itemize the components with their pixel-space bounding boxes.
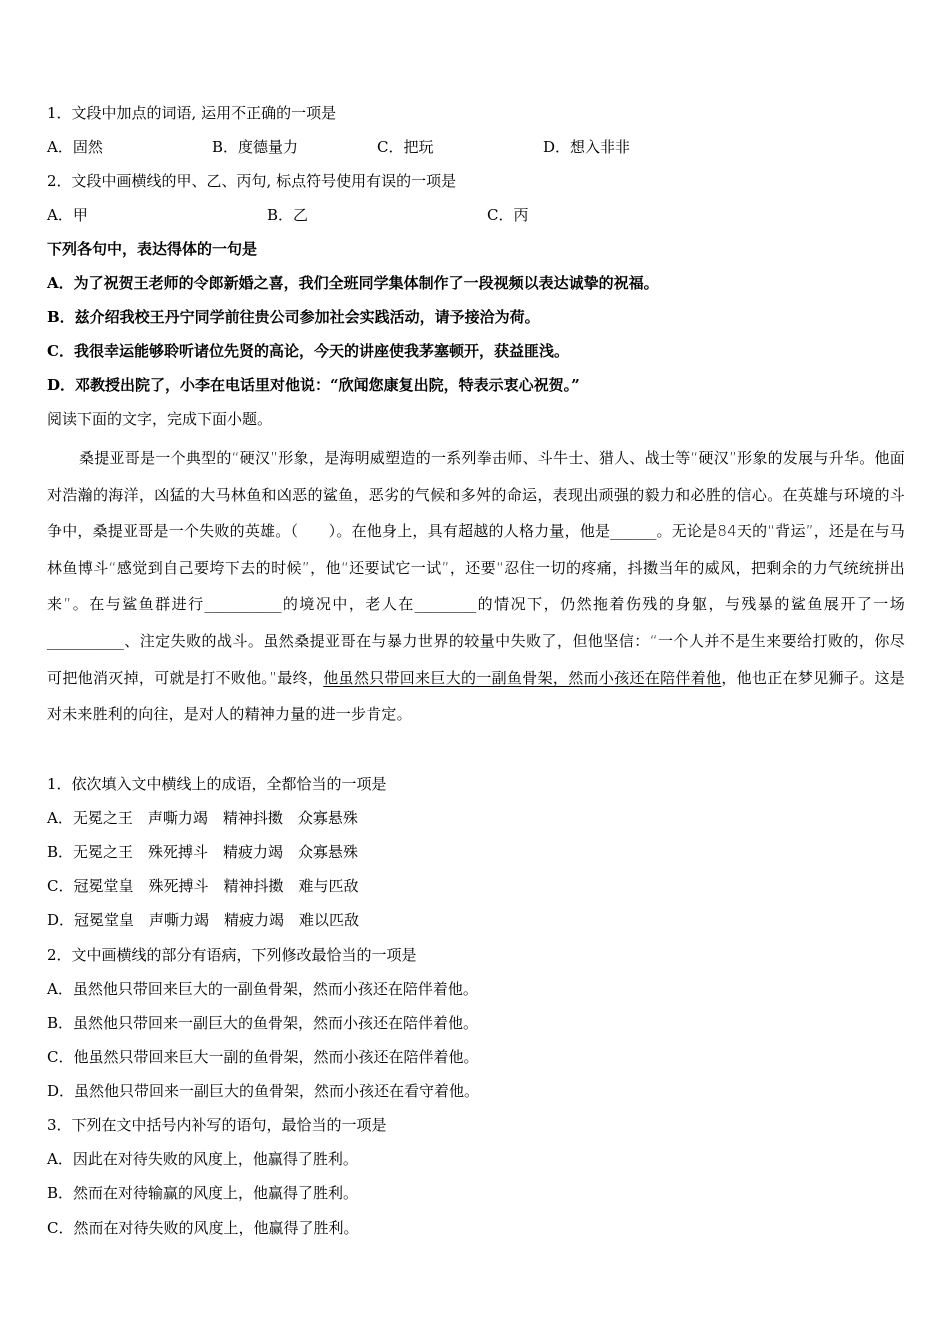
passage-text: ，他也正在梦见狮子。这是对未来胜利的向往，是对人的精神力量的进一步肯定。 (47, 668, 906, 724)
option-a: A．甲 (47, 206, 88, 224)
option-b: B．无冕之王 殊死搏斗 精疲力竭 众寡悬殊 (47, 843, 359, 861)
option-c: C．丙 (487, 206, 529, 224)
option-a: A．因此在对待失败的风度上，他赢得了胜利。 (47, 1150, 358, 1168)
passage-text: 桑提亚哥是一个典型的“硬汉”形象，是海明威塑造的一系列拳击师、斗牛士、猎人、战士等“硬汉”形象的发展与升华。他面对浩瀚的海洋，凶猛的大马林鱼和凶恶的鲨鱼，恶劣的气候和多舛的命运，表现出顽强的毅力和必胜的信心。在英雄与环境的斗争中，桑提亚哥是一个失败的英雄。（ ）。在他身上，具有超越的人格力量，他是______。无论是84天的“背运”，还是在与马林鱼博斗“感觉到自己要垮下去的时候”，他“还要试它一试”，还要“忍住一切的疼痛，抖擞当年的威风，把剩余的力气统统拼出来”。在与鲨鱼群进行__________的境况中，老人在________的情况下，仍然拖着伤残的身躯，与残暴的鲨鱼展开了一场__________、注定失败的战斗。虽然桑提亚哥在与暴力世界的较量中失败了，但他坚信：“一个人并不是生来要给打败的，你尽可把他消灭掉，可就是打不败他。”最终， (47, 449, 905, 687)
option-c: C．我很幸运能够聆听诸位先贤的高论，今天的讲座使我茅塞顿开，获益匪浅。 (47, 342, 569, 360)
question-stem: 2．文段中画横线的甲、乙、丙句, 标点符号使用有误的一项是 (47, 172, 457, 190)
question-stem: 1．文段中加点的词语, 运用不正确的一项是 (47, 104, 337, 122)
option-d: D．冠冕堂皇 声嘶力竭 精疲力竭 难以匹敌 (47, 911, 360, 929)
question-stem: 1．依次填入文中横线上的成语，全都恰当的一项是 (47, 775, 387, 793)
reading-passage (47, 440, 905, 733)
option-d: D．邓教授出院了，小李在电话里对他说：“欣闻您康复出院，特表示衷心祝贺。” (47, 376, 580, 394)
option-c: C．然而在对待失败的风度上，他赢得了胜利。 (47, 1219, 359, 1237)
underlined-sentence: 他虽然只带回来巨大的一副鱼骨架，然而小孩还在陪伴着他 (323, 668, 722, 687)
option-b: B．度德量力 (212, 138, 299, 156)
option-b: B．兹介绍我校王丹宁同学前往贵公司参加社会实践活动，请予接洽为荷。 (47, 308, 540, 326)
option-c: C．他虽然只带回来巨大一副的鱼骨架，然而小孩还在陪伴着他。 (47, 1048, 479, 1066)
option-a: A．无冕之王 声嘶力竭 精神抖擞 众寡悬殊 (47, 809, 358, 827)
option-row (47, 205, 907, 225)
option-b: B．虽然他只带回来一副巨大的鱼骨架，然而小孩还在陪伴着他。 (47, 1014, 479, 1032)
option-b: B．乙 (267, 206, 309, 224)
option-d: D．想入非非 (543, 138, 631, 156)
option-d: D．虽然他只带回来一副巨大的鱼骨架，然而小孩还在看守着他。 (47, 1082, 480, 1100)
option-a: A．固然 (47, 138, 103, 156)
question-stem: 3．下列在文中括号内补写的语句，最恰当的一项是 (47, 1116, 387, 1134)
question-stem: 下列各句中，表达得体的一句是 (47, 240, 258, 258)
option-c: C．把玩 (377, 138, 434, 156)
option-a: A．为了祝贺王老师的令郎新婚之喜，我们全班同学集体制作了一段视频以表达诚挚的祝福。 (47, 274, 659, 292)
reading-intro: 阅读下面的文字，完成下面小题。 (47, 410, 273, 428)
option-c: C．冠冕堂皇 殊死搏斗 精神抖擞 难与匹敌 (47, 877, 359, 895)
option-a: A．虽然他只带回来巨大的一副鱼骨架，然而小孩还在陪伴着他。 (47, 980, 478, 998)
option-b: B．然而在对待输赢的风度上，他赢得了胜利。 (47, 1184, 359, 1202)
question-stem: 2．文中画横线的部分有语病，下列修改最恰当的一项是 (47, 946, 417, 964)
option-row (47, 137, 907, 157)
